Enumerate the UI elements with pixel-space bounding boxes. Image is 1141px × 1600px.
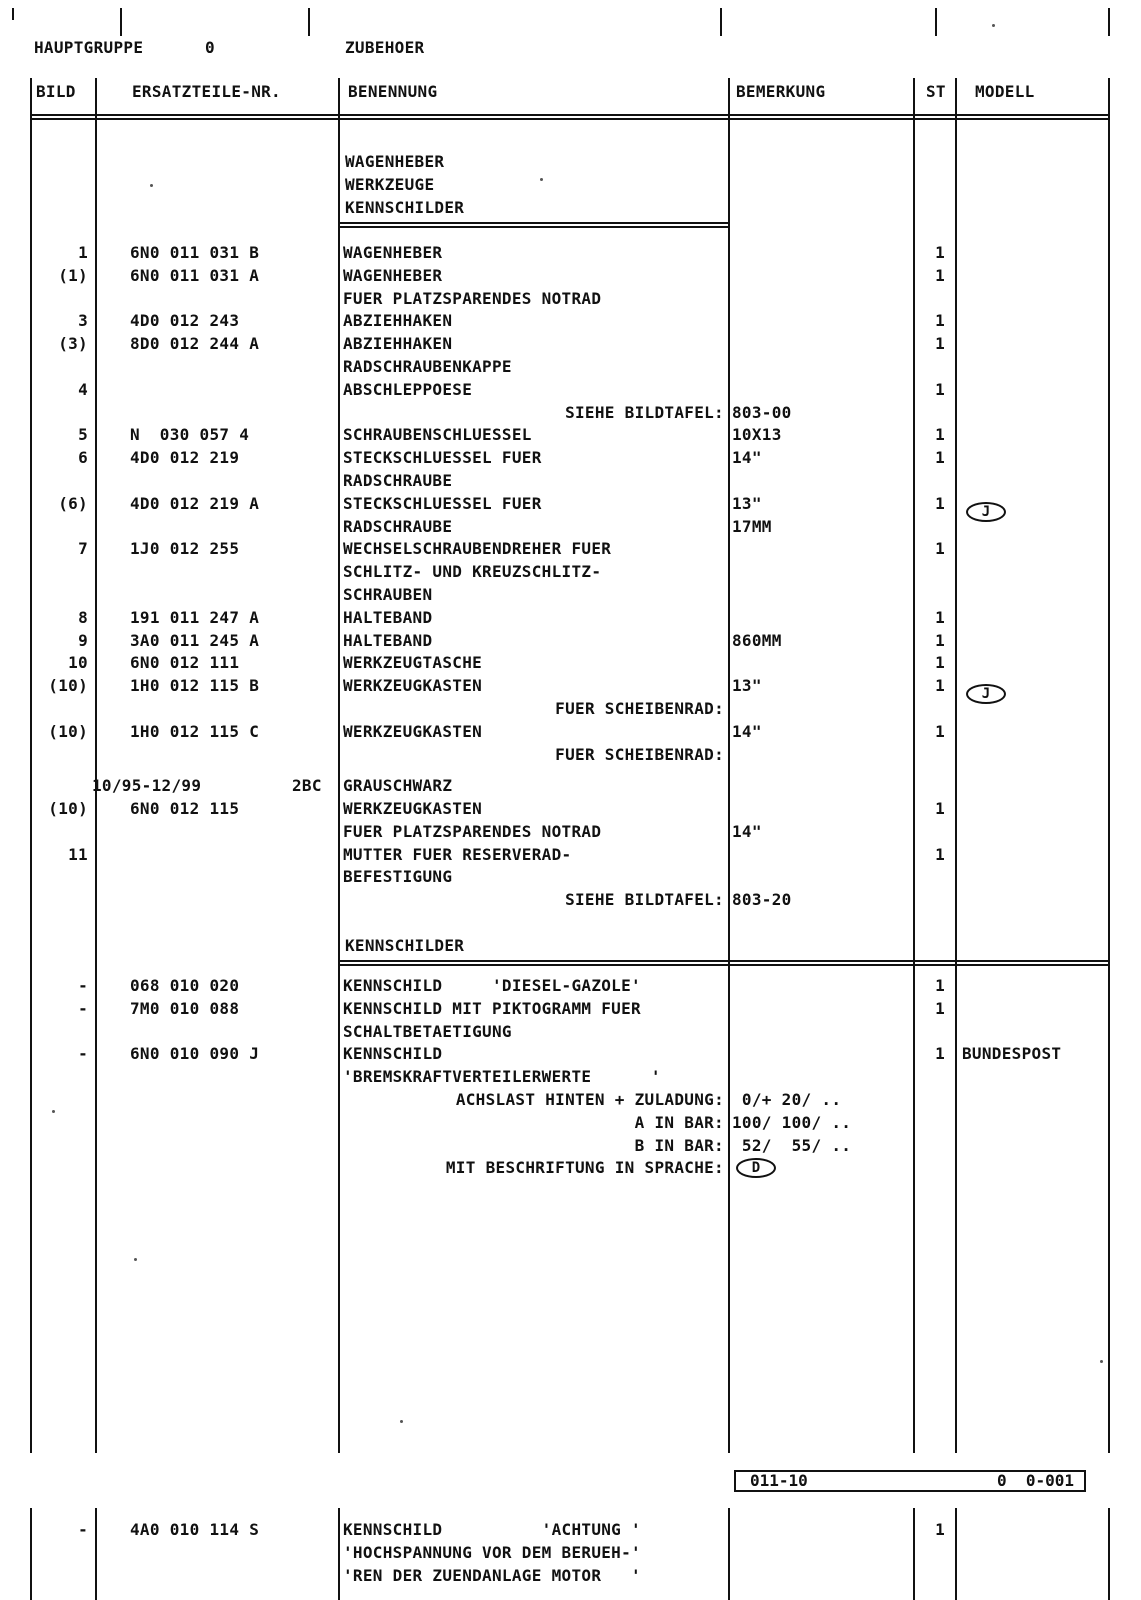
header-rule xyxy=(30,114,1110,116)
section-rule xyxy=(340,226,728,228)
row-name: WERKZEUGKASTEN xyxy=(343,676,483,696)
row-name: KENNSCHILD 'DIESEL-GAZOLE' xyxy=(343,976,641,995)
row-part-no: 4D0 012 219 A xyxy=(130,493,260,513)
row-qty: 1 xyxy=(935,998,945,1018)
col-line xyxy=(1108,1508,1110,1600)
row-name: MIT BESCHRIFTUNG IN SPRACHE: xyxy=(445,1158,724,1178)
row-name: HALTEBAND xyxy=(343,630,433,650)
row-name: SCHLITZ- UND KREUZSCHLITZ- xyxy=(343,562,602,582)
group-title: ZUBEHOER xyxy=(345,38,425,57)
row-qty: 1 xyxy=(935,311,945,331)
page-reference-box xyxy=(734,1470,1086,1492)
row-part-no: 068 010 020 xyxy=(130,976,240,995)
row-name: SCHRAUBENSCHLUESSEL xyxy=(343,425,532,445)
row-qty: 1 xyxy=(935,607,945,627)
row-qty: 1 xyxy=(935,379,945,399)
row-bild: - xyxy=(78,1520,88,1539)
row-bild: (1) xyxy=(58,265,88,285)
row-name: WECHSELSCHRAUBENDREHER FUER xyxy=(343,539,612,559)
row-remark: 10X13 xyxy=(732,425,782,445)
row-qty: 1 xyxy=(935,676,945,696)
row-name: WERKZEUGKASTEN xyxy=(343,721,483,741)
language-marker-d: D xyxy=(736,1158,776,1178)
row-qty: 1 xyxy=(935,243,945,262)
row-name: SIEHE BILDTAFEL: xyxy=(565,402,724,422)
col-bild: BILD xyxy=(36,82,76,101)
row-name: 'REN DER ZUENDANLAGE MOTOR ' xyxy=(343,1565,641,1585)
row-name: SCHRAUBEN xyxy=(343,585,433,604)
row-part-no: 8D0 012 244 A xyxy=(130,334,260,354)
scan-speck xyxy=(400,1420,403,1423)
scan-speck xyxy=(992,24,995,27)
row-name: STECKSCHLUESSEL FUER xyxy=(343,448,542,468)
col-line xyxy=(728,78,730,1453)
row-part-no: 6N0 011 031 B xyxy=(130,243,260,262)
row-name: WERKZEUGKASTEN xyxy=(343,799,483,818)
row-remark: 17MM xyxy=(732,516,772,536)
scan-speck xyxy=(540,178,543,181)
scan-speck xyxy=(1100,1360,1103,1363)
row-name: WAGENHEBER xyxy=(343,243,443,262)
row-qty: 1 xyxy=(935,539,945,559)
row-part-no: 6N0 012 111 xyxy=(130,653,240,673)
row-qty: 1 xyxy=(935,448,945,468)
row-name: SCHALTBETAETIGUNG xyxy=(343,1021,512,1041)
row-name: RADSCHRAUBENKAPPE xyxy=(343,357,512,376)
row-name: FUER PLATZSPARENDES NOTRAD xyxy=(343,821,602,841)
row-name: SIEHE BILDTAFEL: xyxy=(565,890,724,910)
row-bild: 7 xyxy=(78,539,88,559)
scan-speck xyxy=(134,1258,137,1261)
row-bild: - xyxy=(78,1044,88,1064)
row-bild: (3) xyxy=(58,334,88,354)
row-qty: 1 xyxy=(935,425,945,445)
row-part-no: 6N0 011 031 A xyxy=(130,265,260,285)
top-tick xyxy=(720,8,722,36)
row-part-no: 1H0 012 115 C xyxy=(130,721,260,741)
scan-speck xyxy=(150,184,153,187)
row-name: BEFESTIGUNG xyxy=(343,867,453,887)
col-line xyxy=(728,1508,730,1600)
row-qty: 1 xyxy=(935,1520,945,1539)
row-remark: 14" xyxy=(732,721,762,741)
page-ref: 011-10 xyxy=(750,1471,808,1490)
section-rule xyxy=(340,222,728,224)
col-line xyxy=(338,1508,340,1600)
row-bild: (10) xyxy=(48,676,88,696)
row-name: KENNSCHILD xyxy=(343,1044,443,1064)
row-name: STECKSCHLUESSEL FUER xyxy=(343,493,542,513)
col-qty: ST xyxy=(926,82,946,101)
col-line xyxy=(1108,78,1110,1453)
date-range: 10/95-12/99 xyxy=(92,776,202,795)
row-qty: 1 xyxy=(935,334,945,354)
row-part-no: 7M0 010 088 xyxy=(130,998,240,1018)
top-tick xyxy=(935,8,937,36)
row-bild: 9 xyxy=(78,630,88,650)
row-name: 'HOCHSPANNUNG VOR DEM BERUEH-' xyxy=(343,1542,641,1562)
section-title: KENNSCHILDER xyxy=(345,198,465,217)
row-remark: 803-20 xyxy=(732,890,792,910)
row-remark: 13" xyxy=(732,676,762,696)
top-tick xyxy=(308,8,310,36)
row-part-no: 1J0 012 255 xyxy=(130,539,240,559)
section-rule xyxy=(340,964,1110,966)
row-name: ABZIEHHAKEN xyxy=(343,334,453,354)
model-marker-j: J xyxy=(966,502,1006,522)
row-qty: 1 xyxy=(935,976,945,995)
color-code: 2BC xyxy=(292,776,322,795)
row-name: KENNSCHILD 'ACHTUNG ' xyxy=(343,1520,641,1539)
row-bild: - xyxy=(78,976,88,995)
row-qty: 1 xyxy=(935,653,945,673)
row-name: A IN BAR: xyxy=(634,1112,724,1132)
section-title: WAGENHEBER xyxy=(345,152,445,171)
row-part-no: 191 011 247 A xyxy=(130,607,260,627)
row-bild: 3 xyxy=(78,311,88,331)
group-label: HAUPTGRUPPE xyxy=(34,38,144,57)
row-part-no: N 030 057 4 xyxy=(130,425,250,445)
row-bild: (6) xyxy=(58,493,88,513)
top-tick xyxy=(120,8,122,36)
row-remark: 803-00 xyxy=(732,402,792,422)
row-remark: 100/ 100/ .. xyxy=(732,1112,852,1132)
row-remark: 52/ 55/ .. xyxy=(732,1135,852,1155)
col-line xyxy=(338,78,340,1453)
row-part-no: 4D0 012 243 xyxy=(130,311,240,331)
section-title: KENNSCHILDER xyxy=(345,936,465,955)
header-rule xyxy=(30,118,1110,120)
top-tick xyxy=(12,8,14,20)
row-remark: 14" xyxy=(732,448,762,468)
row-name: KENNSCHILD MIT PIKTOGRAMM FUER xyxy=(343,998,641,1018)
col-line xyxy=(955,1508,957,1600)
row-name: ABZIEHHAKEN xyxy=(343,311,453,331)
color-name: GRAUSCHWARZ xyxy=(343,776,453,795)
row-part-no: 4D0 012 219 xyxy=(130,448,240,468)
col-line xyxy=(95,1508,97,1600)
row-part-no: 6N0 010 090 J xyxy=(130,1044,260,1064)
row-part-no: 4A0 010 114 S xyxy=(130,1520,260,1539)
col-part-no: ERSATZTEILE-NR. xyxy=(132,82,281,101)
group-number: 0 xyxy=(205,38,215,57)
page-no: 0 0-001 xyxy=(996,1471,1074,1490)
row-qty: 1 xyxy=(935,630,945,650)
row-part-no: 3A0 011 245 A xyxy=(130,630,260,650)
row-bild: (10) xyxy=(48,799,88,818)
row-part-no: 1H0 012 115 B xyxy=(130,676,260,696)
row-name: FUER PLATZSPARENDES NOTRAD xyxy=(343,288,602,308)
row-bild: 4 xyxy=(78,379,88,399)
row-name: FUER SCHEIBENRAD: xyxy=(555,699,724,718)
model-marker-j: J xyxy=(966,684,1006,704)
row-bild: 5 xyxy=(78,425,88,445)
row-bild: 10 xyxy=(68,653,88,673)
row-bild: 8 xyxy=(78,607,88,627)
row-qty: 1 xyxy=(935,721,945,741)
col-name: BENENNUNG xyxy=(348,82,438,101)
row-remark: 13" xyxy=(732,493,762,513)
row-remark: 0/+ 20/ .. xyxy=(732,1090,842,1109)
row-name: B IN BAR: xyxy=(634,1135,724,1155)
row-qty: 1 xyxy=(935,844,945,864)
section-title: WERKZEUGE xyxy=(345,175,435,194)
row-qty: 1 xyxy=(935,265,945,285)
col-line xyxy=(955,78,957,1453)
row-qty: 1 xyxy=(935,493,945,513)
row-name: WAGENHEBER xyxy=(343,265,443,285)
section-rule xyxy=(340,960,1110,962)
row-bild: 11 xyxy=(68,844,88,864)
row-name: RADSCHRAUBE xyxy=(343,516,453,536)
row-name: 'BREMSKRAFTVERTEILERWERTE ' xyxy=(343,1067,661,1087)
row-name: HALTEBAND xyxy=(343,607,433,627)
row-name: ACHSLAST HINTEN + ZULADUNG: xyxy=(455,1090,724,1109)
row-name: WERKZEUGTASCHE xyxy=(343,653,483,673)
top-tick xyxy=(1108,8,1110,36)
row-name: FUER SCHEIBENRAD: xyxy=(555,744,724,764)
row-bild: 6 xyxy=(78,448,88,468)
row-bild: - xyxy=(78,998,88,1018)
col-model: MODELL xyxy=(975,82,1035,101)
col-remark: BEMERKUNG xyxy=(736,82,826,101)
col-line xyxy=(95,78,97,1453)
row-qty: 1 xyxy=(935,799,945,818)
row-name: MUTTER FUER RESERVERAD- xyxy=(343,844,572,864)
row-name: ABSCHLEPPOESE xyxy=(343,379,473,399)
row-model: BUNDESPOST xyxy=(962,1044,1062,1064)
row-bild: (10) xyxy=(48,721,88,741)
row-remark: 14" xyxy=(732,821,762,841)
row-part-no: 6N0 012 115 xyxy=(130,799,240,818)
row-qty: 1 xyxy=(935,1044,945,1064)
row-name: RADSCHRAUBE xyxy=(343,471,453,490)
row-remark: 860MM xyxy=(732,630,782,650)
row-bild: 1 xyxy=(78,243,88,262)
scan-speck xyxy=(52,1110,55,1113)
